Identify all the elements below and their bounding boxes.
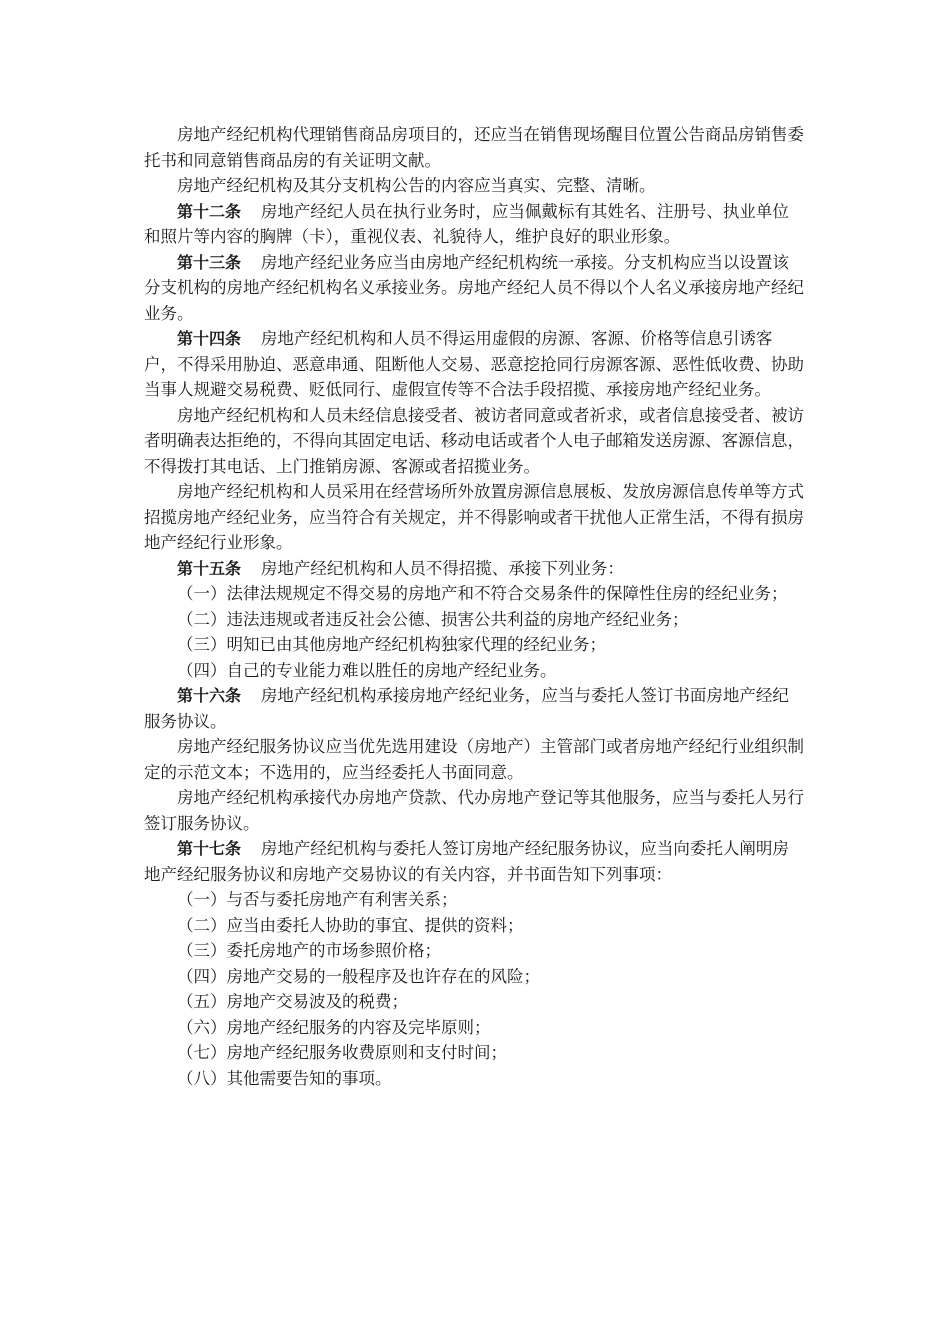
- paragraph-text: （八）其他需要告知的事项。: [177, 1068, 392, 1088]
- paragraph-text: （四）自己的专业能力难以胜任的房地产经纪业务。: [177, 660, 557, 680]
- list-item: [144, 1015, 804, 1041]
- paragraph-text: （六）房地产经纪服务的内容及完毕原则；: [177, 1017, 491, 1037]
- paragraph-text: 房地产经纪机构承接代办房地产贷款、代办房地产登记等其他服务，应当与委托人另行签订服务协议。: [144, 788, 804, 833]
- article-heading: 第十七条: [177, 839, 242, 858]
- paragraph-text: 房地产经纪机构和人员未经信息接受者、被访者同意或者祈求，或者信息接受者、被访者明确表达拒绝的，不得向其固定电话、移动电话或者个人电子邮箱发送房源、客源信息，不得拨打其电话、上门推销房源、客源或者招揽业务。: [144, 405, 804, 476]
- paragraph: [144, 326, 804, 403]
- paragraph-text: 房地产经纪机构和人员不得招揽、承接下列业务：: [260, 558, 624, 578]
- paragraph-text: 房地产经纪业务应当由房地产经纪机构统一承接。分支机构应当以设置该分支机构的房地产经纪机构名义承接业务。房地产经纪人员不得以个人名义承接房地产经纪业务。: [144, 252, 804, 323]
- paragraph: [144, 785, 804, 836]
- document-body: [144, 122, 804, 1091]
- paragraph-text: 房地产经纪机构及其分支机构公告的内容应当真实、完整、清晰。: [177, 176, 656, 195]
- list-item: [144, 658, 804, 684]
- article-heading: 第十五条: [177, 558, 242, 578]
- paragraph-text: （一）与否与委托房地产有利害关系；: [177, 890, 458, 909]
- paragraph: [144, 683, 804, 734]
- paragraph-text: （五）房地产交易波及的税费；: [177, 992, 408, 1011]
- list-item: [144, 1066, 804, 1092]
- article-heading: 第十三条: [177, 252, 242, 272]
- paragraph-text: （二）违法违规或者违反社会公德、损害公共利益的房地产经纪业务；: [177, 609, 689, 629]
- paragraph-text: 房地产经纪机构承接房地产经纪业务，应当与委托人签订书面房地产经纪服务协议。: [144, 686, 789, 731]
- paragraph-text: （二）应当由委托人协助的事宜、提供的资料；: [177, 915, 524, 935]
- list-item: [144, 913, 804, 939]
- paragraph: [144, 122, 804, 173]
- paragraph: [144, 556, 804, 582]
- paragraph-text: （四）房地产交易的一般程序及也许存在的风险；: [177, 966, 540, 986]
- list-item: [144, 632, 804, 658]
- article-heading: 第十六条: [177, 686, 242, 705]
- paragraph: [144, 250, 804, 327]
- paragraph-text: （一）法律法规规定不得交易的房地产和不符合交易条件的保障性住房的经纪业务；: [177, 584, 788, 603]
- paragraph: [144, 734, 804, 785]
- paragraph-text: 房地产经纪机构与委托人签订房地产经纪服务协议，应当向委托人阐明房地产经纪服务协议和房地产交易协议的有关内容，并书面告知下列事项：: [144, 839, 789, 884]
- paragraph-text: 房地产经纪机构和人员不得运用虚假的房源、客源、价格等信息引诱客户，不得采用胁迫、恶意串通、阻断他人交易、恶意挖抢同行房源客源、恶性低收费、协助当事人规避交易税费、贬低同行、虚假宣传等不合法手段招揽、承接房地产经纪业务。: [144, 329, 804, 399]
- list-item: [144, 938, 804, 964]
- paragraph: [144, 173, 804, 199]
- paragraph: [144, 836, 804, 887]
- paragraph-text: 房地产经纪机构代理销售商品房项目的，还应当在销售现场醒目位置公告商品房销售委托书和同意销售商品房的有关证明文献。: [144, 125, 804, 170]
- paragraph-text: （三）委托房地产的市场参照价格；: [177, 941, 441, 960]
- list-item: [144, 964, 804, 990]
- paragraph-text: （三）明知已由其他房地产经纪机构独家代理的经纪业务；: [177, 635, 606, 654]
- article-heading: 第十四条: [177, 329, 242, 348]
- list-item: [144, 607, 804, 633]
- list-item: [144, 989, 804, 1015]
- list-item: [144, 581, 804, 607]
- list-item: [144, 1040, 804, 1066]
- paragraph-text: 房地产经纪人员在执行业务时，应当佩戴标有其姓名、注册号、执业单位和照片等内容的胸牌（卡），重视仪表、礼貌待人，维护良好的职业形象。: [144, 201, 789, 246]
- article-heading: 第十二条: [177, 201, 242, 221]
- paragraph-text: （七）房地产经纪服务收费原则和支付时间；: [177, 1043, 507, 1062]
- paragraph: [144, 403, 804, 480]
- list-item: [144, 887, 804, 913]
- paragraph-text: 房地产经纪服务协议应当优先选用建设（房地产）主管部门或者房地产经纪行业组织制定的示范文本；不选用的，应当经委托人书面同意。: [144, 737, 804, 782]
- paragraph: [144, 199, 804, 250]
- paragraph: [144, 479, 804, 556]
- paragraph-text: 房地产经纪机构和人员采用在经营场所外放置房源信息展板、发放房源信息传单等方式招揽房地产经纪业务，应当符合有关规定，并不得影响或者干扰他人正常生活，不得有损房地产经纪行业形象。: [144, 482, 804, 552]
